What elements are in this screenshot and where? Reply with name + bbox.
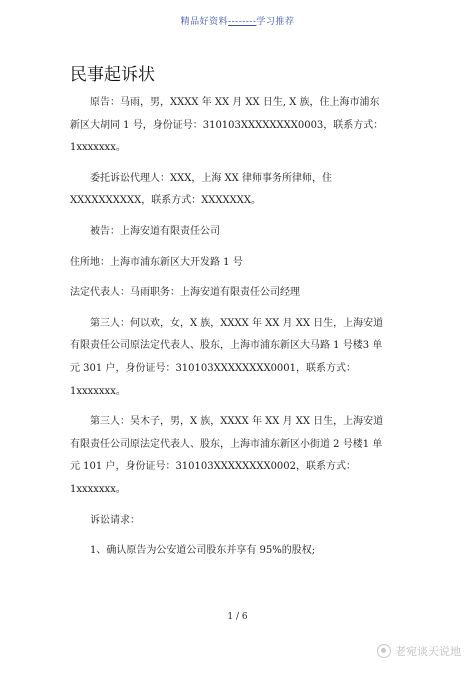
header-left: 精品好资料 <box>180 17 229 27</box>
page-header <box>0 14 475 27</box>
page-number: 1 / 6 <box>227 612 248 622</box>
paragraph: 1、确认原告为公安道公司股东并享有 95%的股权; <box>90 545 316 557</box>
document-body <box>70 92 388 571</box>
paragraph: 住所地：上海市浦东新区大开发路 1 号 <box>70 256 243 268</box>
paragraph: 第三人：吴木子，男，X 族，XXXX 年 XX 月 XX 日生，上海安道有限责任公司原法定代表人、股东，上海市浦东新区小街道 2 号楼1 单元 101 户，身份证号：310103XXXXXXXX0002，联系方式：1xxxxxxx。 <box>70 416 384 495</box>
watermark-text: 老宛谈天说地 <box>395 645 461 658</box>
watermark <box>377 643 461 659</box>
paragraph: 委托诉讼代理人：XXX，上海 XX 律师事务所律师，住XXXXXXXXXX，联系方式：XXXXXXX。 <box>70 172 332 207</box>
paragraph: 法定代表人：马雨职务：上海安道有限责任公司经理 <box>70 287 300 299</box>
header-rule: -------- <box>228 17 257 27</box>
paragraph: 第三人：何以欢，女，X 族，XXXX 年 XX 月 XX 日生，上海安道有限责任公司原法定代表人、股东，上海市浦东新区大马路 1 号楼3 单元 301 户，身份证号：310103XXXXXXXX0001，联系方式：1xxxxxxx。 <box>70 317 384 397</box>
header-right: 学习推荐 <box>256 17 295 27</box>
paragraph: 被告：上海安道有限责任公司 <box>90 225 220 237</box>
document-title: 民事起诉状 <box>70 65 155 85</box>
watermark-logo-icon <box>377 644 391 658</box>
paragraph: 诉讼请求： <box>90 514 140 526</box>
paragraph: 原告：马雨，男，XXXX 年 XX 月 XX 日生, X 族，住上海市浦东新区大胡同 1 号，身份证号：310103XXXXXXXX0003，联系方式：1xxxxxxx。 <box>70 97 384 154</box>
